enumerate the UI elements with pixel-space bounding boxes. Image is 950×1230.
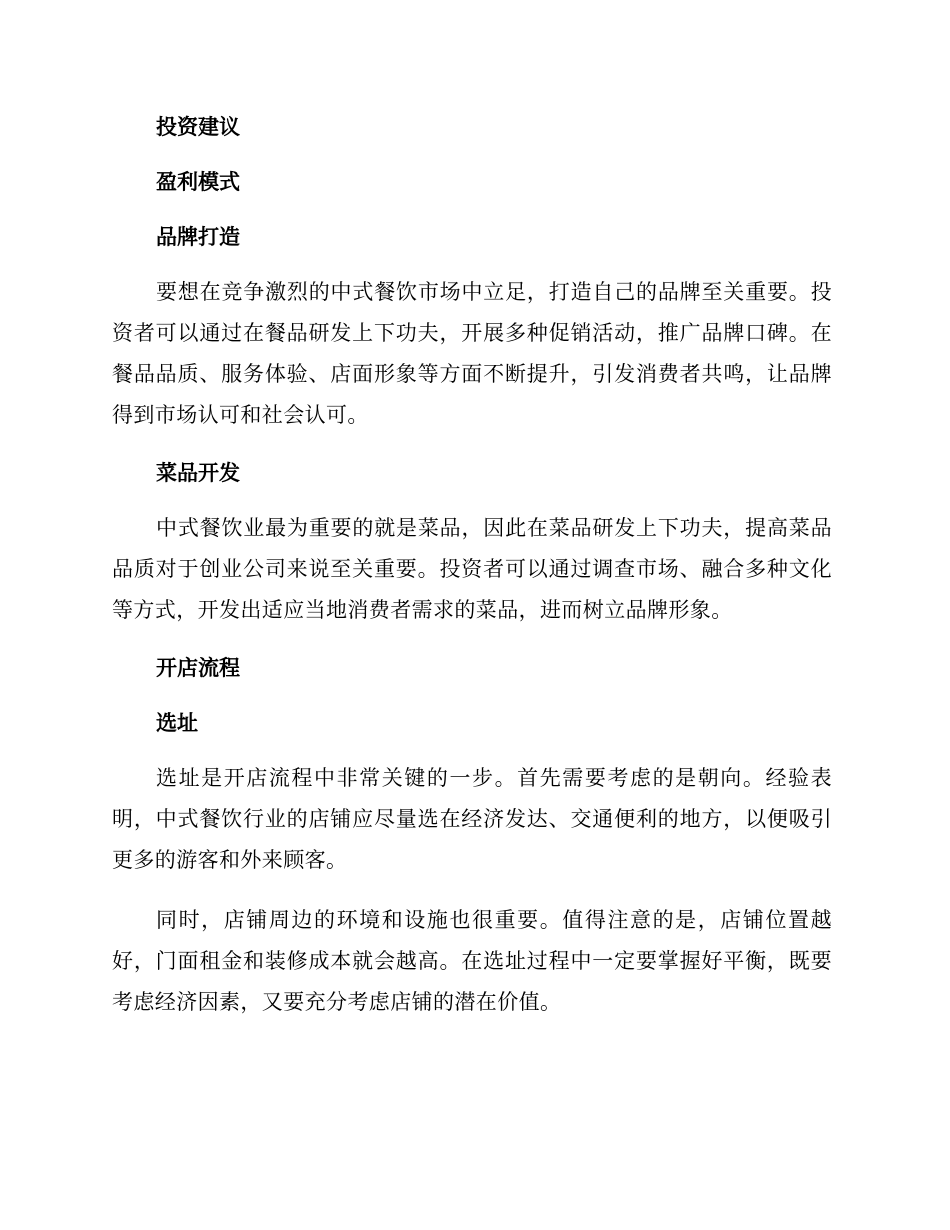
paragraph-site-selection-2: 同时，店铺周边的环境和设施也很重要。值得注意的是，店铺位置越好，门面租金和装修成本就会越高。在选址过程中一定要掌握好平衡，既要考虑经济因素，又要充分考虑店铺的潜在价值。: [112, 908, 832, 1014]
heading-investment-advice: 投资建议: [156, 115, 240, 139]
heading-profit-model: 盈利模式: [156, 170, 240, 194]
heading-site-selection: 选址: [156, 711, 198, 735]
paragraph-brand-building: 要想在竞争激烈的中式餐饮市场中立足，打造自己的品牌至关重要。投资者可以通过在餐品研发上下功夫，开展多种促销活动，推广品牌口碑。在餐品品质、服务体验、店面形象等方面不断提升，引发消费者共鸣，让品牌得到市场认可和社会认可。: [112, 280, 832, 427]
paragraph-dish-development: 中式餐饮业最为重要的就是菜品，因此在菜品研发上下功夫，提高菜品品质对于创业公司来说至关重要。投资者可以通过调查市场、融合多种文化等方式，开发出适应当地消费者需求的菜品，进而树立品牌形象。: [112, 516, 832, 622]
heading-dish-development: 菜品开发: [156, 461, 240, 485]
heading-brand-building: 品牌打造: [156, 225, 240, 249]
heading-store-opening-process: 开店流程: [156, 656, 240, 680]
paragraph-site-selection-1: 选址是开店流程中非常关键的一步。首先需要考虑的是朝向。经验表明，中式餐饮行业的店铺应尽量选在经济发达、交通便利的地方，以便吸引更多的游客和外来顾客。: [112, 766, 832, 872]
